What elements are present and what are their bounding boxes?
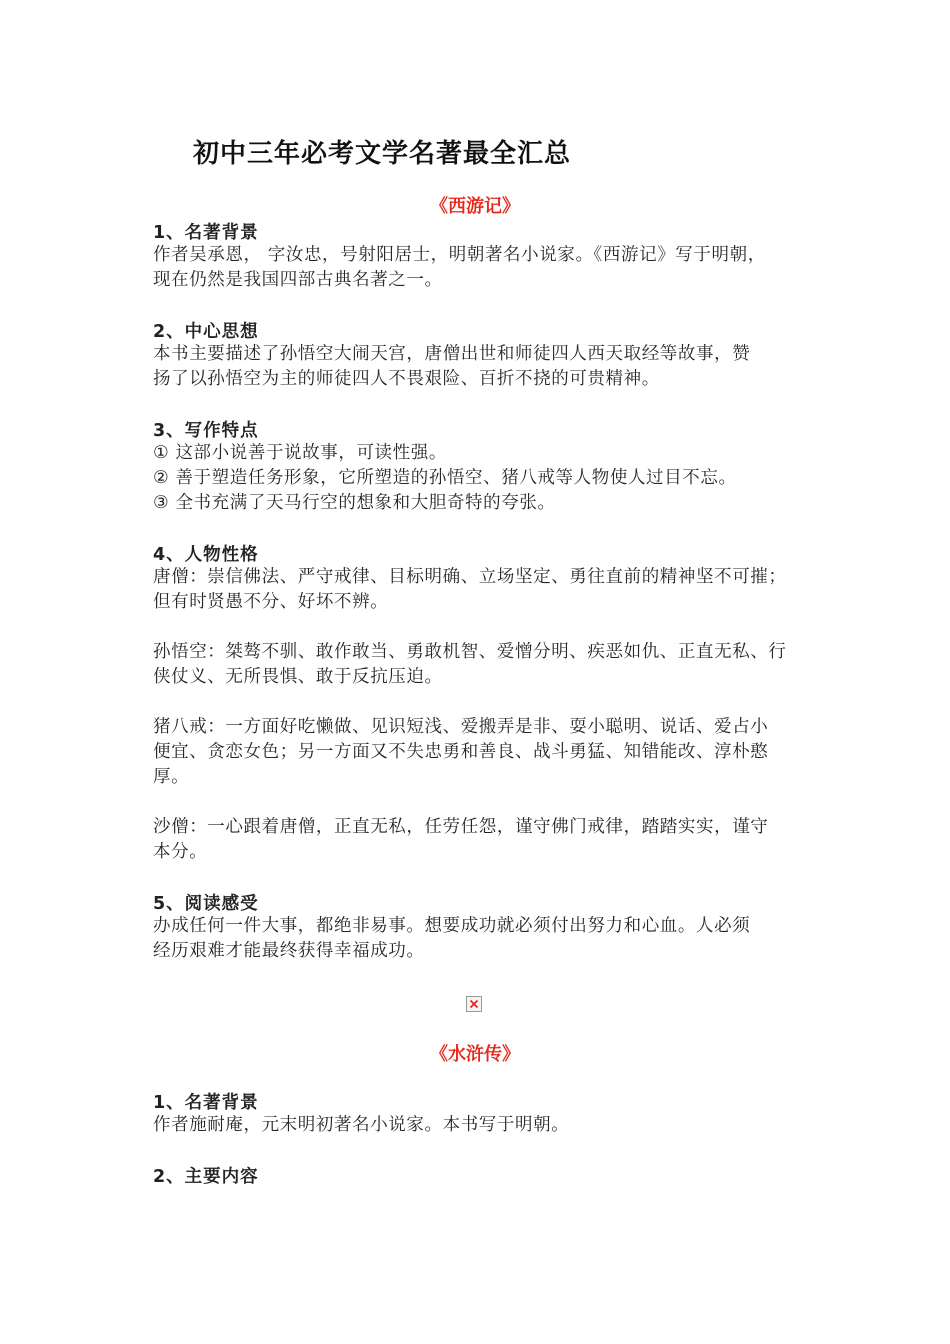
paragraph bbox=[153, 1113, 808, 1138]
text-line: 本书主要描述了孙悟空大闹天宫，唐僧出世和师徒四人西天取经等故事，赞 bbox=[153, 344, 751, 364]
text-line: 本分。 bbox=[153, 842, 208, 862]
text-line: 扬了以孙悟空为主的师徒四人不畏艰险、百折不挠的可贵精神。 bbox=[153, 369, 660, 389]
text-line: 唐僧：崇信佛法、严守戒律、目标明确、立场坚定、勇往直前的精神坚不可摧； bbox=[153, 567, 787, 587]
book-title-xiyouji: 《西游记》 bbox=[430, 196, 520, 217]
text-line: 猪八戒：一方面好吃懒做、见识短浅、爱搬弄是非、耍小聪明、说话、爱占小 bbox=[153, 717, 769, 737]
paragraph bbox=[153, 243, 808, 293]
section-heading: 2、中心思想 bbox=[153, 322, 259, 342]
text-line: 便宜、贪恋女色；另一方面又不失忠勇和善良、战斗勇猛、知错能改、淳朴憨 bbox=[153, 742, 769, 762]
section-heading: 1、名著背景 bbox=[153, 223, 259, 243]
text-line: 沙僧：一心跟着唐僧，正直无私，任劳任怨，谨守佛门戒律，踏踏实实，谨守 bbox=[153, 817, 769, 837]
text-line: 侠仗义、无所畏惧、敢于反抗压迫。 bbox=[153, 667, 443, 687]
paragraph bbox=[153, 914, 808, 964]
section-heading: 2、主要内容 bbox=[153, 1167, 259, 1187]
text-line: 作者吴承恩， 字汝忠，号射阳居士，明朝著名小说家。《西游记》写于明朝， bbox=[153, 245, 766, 265]
paragraph bbox=[153, 715, 808, 790]
paragraph bbox=[153, 565, 808, 615]
section-heading: 1、名著背景 bbox=[153, 1093, 259, 1113]
text-line: 作者施耐庵，元末明初著名小说家。本书写于明朝。 bbox=[153, 1115, 570, 1135]
text-line: 经历艰难才能最终获得幸福成功。 bbox=[153, 941, 425, 961]
paragraph bbox=[153, 342, 808, 392]
text-line: 厚。 bbox=[153, 767, 190, 787]
broken-image-icon bbox=[466, 996, 482, 1012]
paragraph bbox=[153, 441, 808, 516]
text-line: 孙悟空：桀骜不驯、敢作敢当、勇敢机智、爱憎分明、疾恶如仇、正直无私、行 bbox=[153, 642, 787, 662]
text-line: ① 这部小说善于说故事，可读性强。 bbox=[153, 443, 447, 463]
section-heading: 3、写作特点 bbox=[153, 421, 259, 441]
text-line: 但有时贤愚不分、好坏不辨。 bbox=[153, 592, 389, 612]
text-line: 现在仍然是我国四部古典名著之一。 bbox=[153, 270, 443, 290]
book-title-shuihuzhuan: 《水浒传》 bbox=[430, 1044, 520, 1065]
paragraph bbox=[153, 640, 808, 690]
section-heading: 5、阅读感受 bbox=[153, 894, 259, 914]
page-title: 初中三年必考文学名著最全汇总 bbox=[193, 139, 572, 169]
text-line: ③ 全书充满了天马行空的想象和大胆奇特的夸张。 bbox=[153, 493, 556, 513]
text-line: ② 善于塑造任务形象，它所塑造的孙悟空、猪八戒等人物使人过目不忘。 bbox=[153, 468, 737, 488]
section-heading: 4、人物性格 bbox=[153, 545, 259, 565]
paragraph bbox=[153, 815, 808, 865]
text-line: 办成任何一件大事，都绝非易事。想要成功就必须付出努力和心血。人必须 bbox=[153, 916, 751, 936]
